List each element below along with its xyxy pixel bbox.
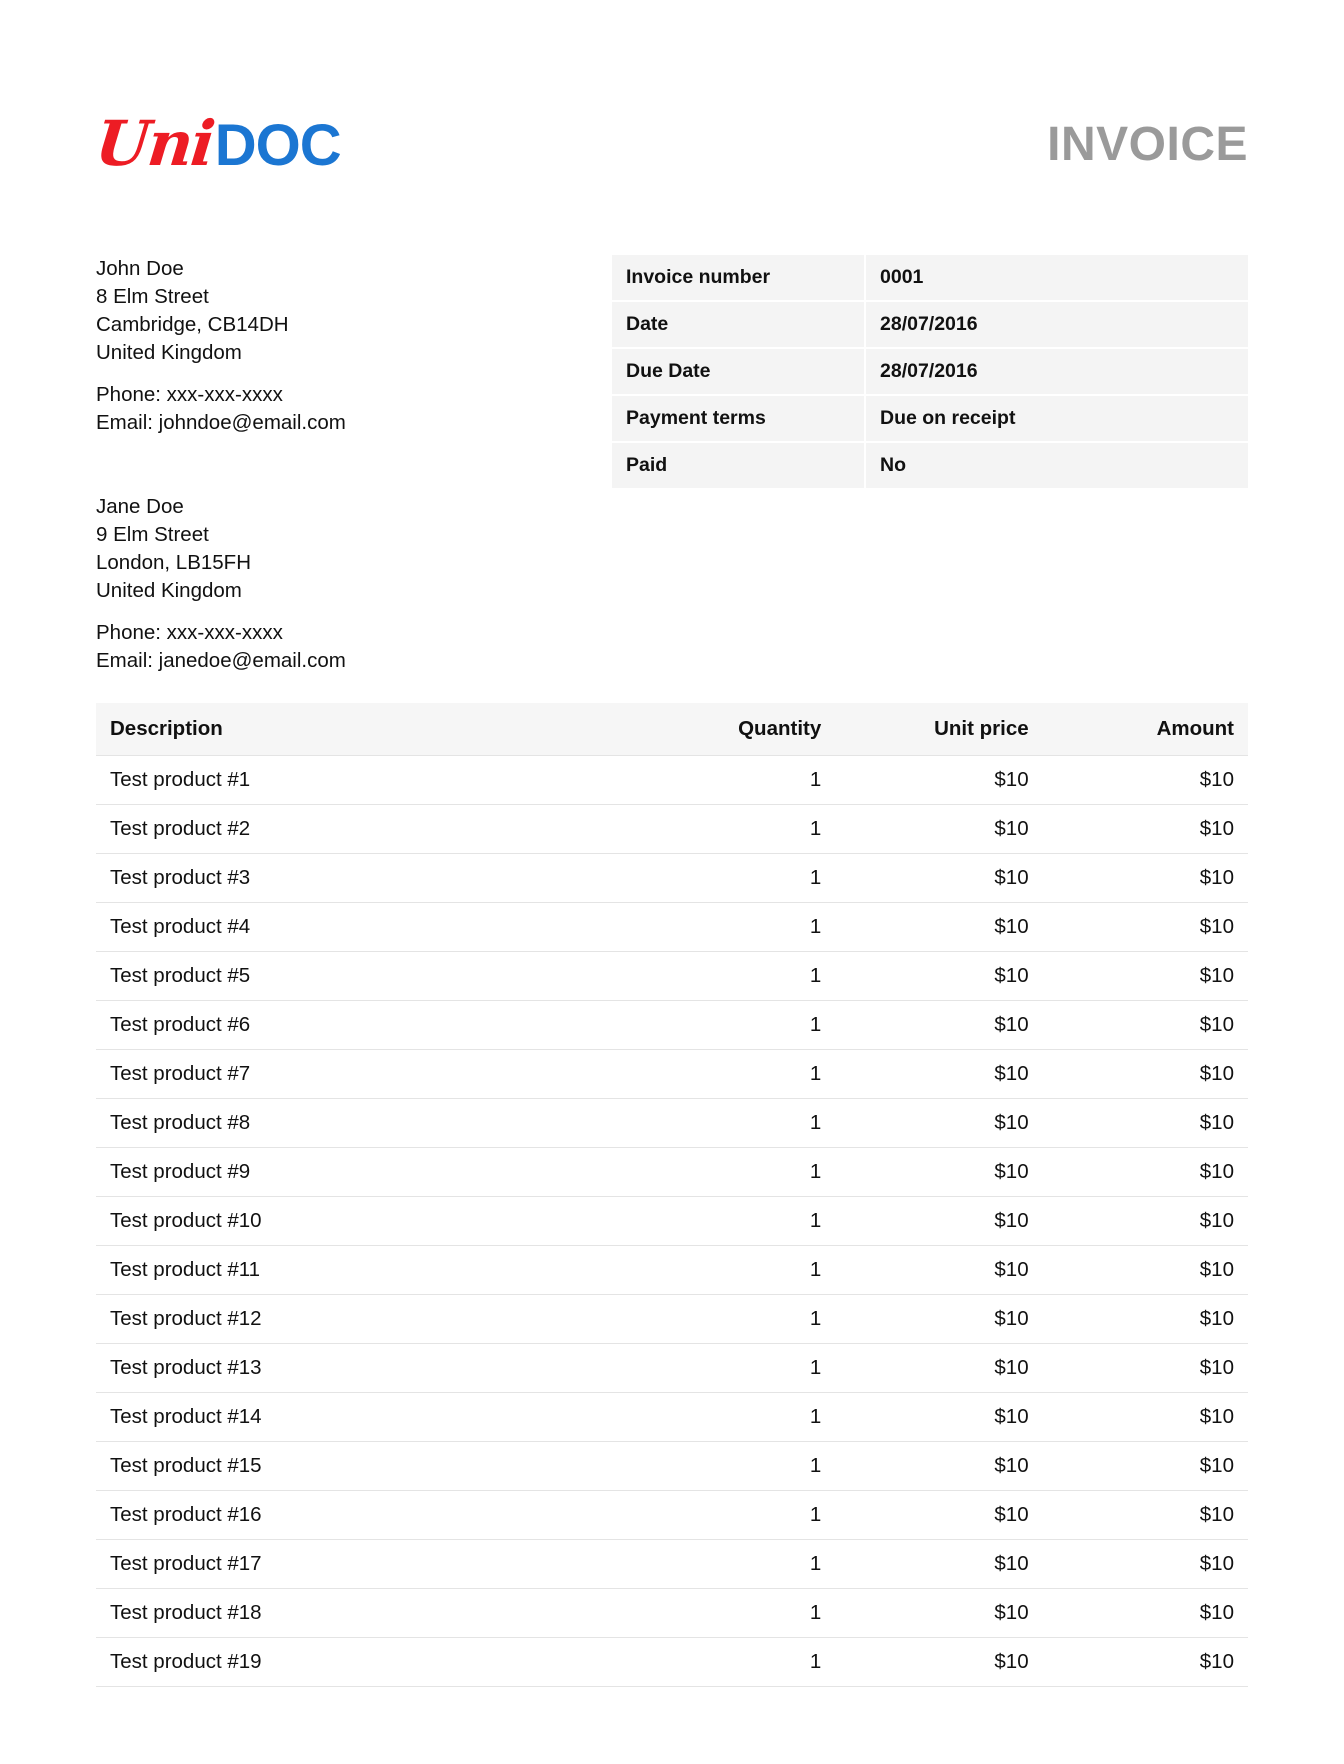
column-header-desc: Description <box>96 703 626 756</box>
details-row <box>612 442 1248 489</box>
cell-amt: $10 <box>1041 1050 1248 1099</box>
cell-qty: 1 <box>626 903 833 952</box>
cell-amt: $10 <box>1041 854 1248 903</box>
logo-doc-text: DOC <box>214 113 341 178</box>
buyer-street: 9 Elm Street <box>96 523 209 546</box>
cell-qty: 1 <box>626 1442 833 1491</box>
invoice-header <box>0 96 1344 192</box>
cell-desc: Test product #14 <box>96 1393 626 1442</box>
details-key: Due Date <box>612 348 865 395</box>
cell-qty: 1 <box>626 756 833 805</box>
cell-amt: $10 <box>1041 1540 1248 1589</box>
cell-unit: $10 <box>833 1246 1040 1295</box>
buyer-address-block <box>96 493 1248 675</box>
table-row <box>96 1589 1248 1638</box>
column-header-unit: Unit price <box>833 703 1040 756</box>
cell-unit: $10 <box>833 854 1040 903</box>
cell-qty: 1 <box>626 1148 833 1197</box>
cell-unit: $10 <box>833 952 1040 1001</box>
cell-unit: $10 <box>833 1197 1040 1246</box>
details-row <box>612 301 1248 348</box>
page-title: INVOICE <box>1047 117 1248 171</box>
line-items-header-row <box>96 703 1248 756</box>
details-value: 0001 <box>865 255 1248 301</box>
details-row <box>612 395 1248 442</box>
column-header-qty: Quantity <box>626 703 833 756</box>
details-key: Invoice number <box>612 255 865 301</box>
cell-desc: Test product #6 <box>96 1001 626 1050</box>
cell-desc: Test product #9 <box>96 1148 626 1197</box>
logo-uni-text: Uni <box>92 107 217 180</box>
cell-desc: Test product #4 <box>96 903 626 952</box>
cell-desc: Test product #19 <box>96 1638 626 1687</box>
cell-desc: Test product #18 <box>96 1589 626 1638</box>
seller-country: United Kingdom <box>96 341 242 364</box>
table-row <box>96 1442 1248 1491</box>
buyer-city: London, LB15FH <box>96 551 252 574</box>
details-key: Payment terms <box>612 395 865 442</box>
cell-qty: 1 <box>626 1491 833 1540</box>
seller-phone: Phone: xxx-xxx-xxxx <box>96 383 283 406</box>
table-row <box>96 854 1248 903</box>
table-row <box>96 1638 1248 1687</box>
table-row <box>96 1099 1248 1148</box>
cell-unit: $10 <box>833 1050 1040 1099</box>
table-row <box>96 1295 1248 1344</box>
table-row <box>96 1001 1248 1050</box>
cell-qty: 1 <box>626 1197 833 1246</box>
cell-desc: Test product #15 <box>96 1442 626 1491</box>
details-key: Date <box>612 301 865 348</box>
cell-amt: $10 <box>1041 1246 1248 1295</box>
cell-desc: Test product #7 <box>96 1050 626 1099</box>
cell-unit: $10 <box>833 1589 1040 1638</box>
cell-unit: $10 <box>833 1001 1040 1050</box>
cell-desc: Test product #3 <box>96 854 626 903</box>
cell-desc: Test product #17 <box>96 1540 626 1589</box>
cell-desc: Test product #1 <box>96 756 626 805</box>
details-value: 28/07/2016 <box>865 301 1248 348</box>
cell-amt: $10 <box>1041 1491 1248 1540</box>
cell-desc: Test product #2 <box>96 805 626 854</box>
cell-desc: Test product #5 <box>96 952 626 1001</box>
column-header-amt: Amount <box>1041 703 1248 756</box>
cell-qty: 1 <box>626 1540 833 1589</box>
buyer-country: United Kingdom <box>96 579 242 602</box>
cell-amt: $10 <box>1041 1589 1248 1638</box>
table-row <box>96 1393 1248 1442</box>
details-value: 28/07/2016 <box>865 348 1248 395</box>
table-row <box>96 1491 1248 1540</box>
cell-amt: $10 <box>1041 805 1248 854</box>
cell-qty: 1 <box>626 1001 833 1050</box>
table-row <box>96 903 1248 952</box>
seller-email: Email: johndoe@email.com <box>96 411 346 434</box>
table-row <box>96 1148 1248 1197</box>
details-key: Paid <box>612 442 865 489</box>
cell-amt: $10 <box>1041 1148 1248 1197</box>
cell-qty: 1 <box>626 1246 833 1295</box>
table-row <box>96 1344 1248 1393</box>
cell-qty: 1 <box>626 1050 833 1099</box>
table-row <box>96 1050 1248 1099</box>
table-row <box>96 1540 1248 1589</box>
cell-desc: Test product #11 <box>96 1246 626 1295</box>
cell-amt: $10 <box>1041 903 1248 952</box>
cell-qty: 1 <box>626 1638 833 1687</box>
cell-amt: $10 <box>1041 1393 1248 1442</box>
cell-qty: 1 <box>626 1393 833 1442</box>
cell-qty: 1 <box>626 805 833 854</box>
table-row <box>96 805 1248 854</box>
line-items-table <box>96 703 1248 1687</box>
cell-unit: $10 <box>833 756 1040 805</box>
table-row <box>96 952 1248 1001</box>
table-row <box>96 756 1248 805</box>
cell-desc: Test product #12 <box>96 1295 626 1344</box>
cell-unit: $10 <box>833 1295 1040 1344</box>
cell-desc: Test product #13 <box>96 1344 626 1393</box>
cell-amt: $10 <box>1041 952 1248 1001</box>
cell-unit: $10 <box>833 1540 1040 1589</box>
cell-unit: $10 <box>833 1344 1040 1393</box>
cell-desc: Test product #10 <box>96 1197 626 1246</box>
cell-qty: 1 <box>626 1589 833 1638</box>
cell-unit: $10 <box>833 1393 1040 1442</box>
cell-unit: $10 <box>833 1148 1040 1197</box>
cell-amt: $10 <box>1041 1344 1248 1393</box>
cell-unit: $10 <box>833 805 1040 854</box>
cell-qty: 1 <box>626 952 833 1001</box>
seller-street: 8 Elm Street <box>96 285 209 308</box>
cell-qty: 1 <box>626 1099 833 1148</box>
details-row <box>612 348 1248 395</box>
cell-desc: Test product #16 <box>96 1491 626 1540</box>
cell-qty: 1 <box>626 854 833 903</box>
cell-amt: $10 <box>1041 1638 1248 1687</box>
buyer-phone: Phone: xxx-xxx-xxxx <box>96 621 283 644</box>
seller-name: John Doe <box>96 257 184 280</box>
table-row <box>96 1246 1248 1295</box>
invoice-details-table <box>612 255 1248 490</box>
cell-amt: $10 <box>1041 1442 1248 1491</box>
table-row <box>96 1197 1248 1246</box>
unidoc-logo <box>92 107 341 180</box>
buyer-email: Email: janedoe@email.com <box>96 649 346 672</box>
seller-city: Cambridge, CB14DH <box>96 313 289 336</box>
buyer-spacer <box>96 605 1248 619</box>
cell-amt: $10 <box>1041 756 1248 805</box>
cell-unit: $10 <box>833 1442 1040 1491</box>
cell-amt: $10 <box>1041 1001 1248 1050</box>
details-value: Due on receipt <box>865 395 1248 442</box>
cell-unit: $10 <box>833 1099 1040 1148</box>
buyer-name: Jane Doe <box>96 495 184 518</box>
details-value: No <box>865 442 1248 489</box>
cell-unit: $10 <box>833 1638 1040 1687</box>
cell-unit: $10 <box>833 1491 1040 1540</box>
cell-unit: $10 <box>833 903 1040 952</box>
cell-amt: $10 <box>1041 1099 1248 1148</box>
details-row <box>612 255 1248 301</box>
cell-desc: Test product #8 <box>96 1099 626 1148</box>
cell-qty: 1 <box>626 1344 833 1393</box>
cell-amt: $10 <box>1041 1197 1248 1246</box>
cell-amt: $10 <box>1041 1295 1248 1344</box>
cell-qty: 1 <box>626 1295 833 1344</box>
